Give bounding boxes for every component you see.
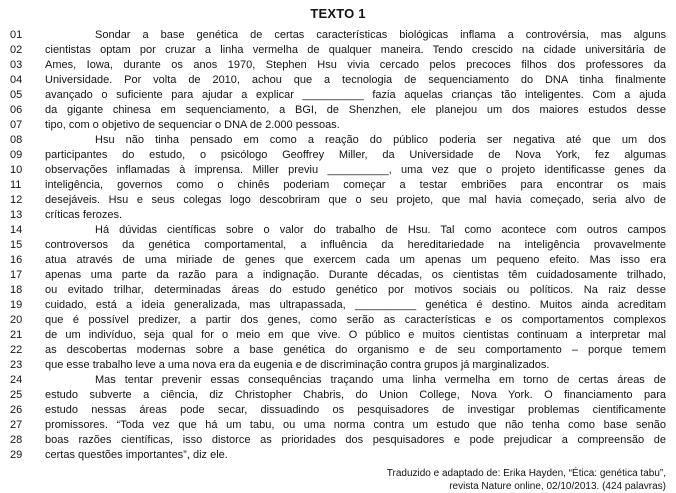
line-text: que esse trabalho leve a uma nova era da eugenia e de discriminação contra grupos já marginalizados. (45, 359, 550, 371)
line-number: 24 (10, 374, 23, 386)
line-text: que é possível predizer, a partir dos genes, como serão as características e os comportamentos complexos (45, 314, 666, 326)
line-number: 17 (10, 269, 23, 281)
line-text: cuidado, está a ideia generalizada, mas ultrapassada, __________ genética é destino. Muitos ainda acreditam (45, 299, 666, 311)
text-line (10, 283, 666, 298)
text-line (10, 43, 666, 58)
line-number: 22 (10, 344, 23, 356)
text-line (10, 268, 666, 283)
line-text: apenas uma parte da razão para a indignação. Durante décadas, os cientistas têm cuidadosamente trilhado, (45, 269, 666, 281)
line-number: 20 (10, 314, 23, 326)
line-number: 04 (10, 74, 23, 86)
text-line (10, 88, 666, 103)
line-number: 06 (10, 104, 23, 116)
text-line (10, 73, 666, 88)
line-number: 18 (10, 284, 23, 296)
citation-line-2: revista Nature online, 02/10/2013. (424 palavras) (449, 481, 666, 492)
line-text: boas razões científicas, isso distorce as prioridades dos pesquisadores e pode prejudicar a compreensão de (45, 434, 666, 446)
line-text: Mas tentar prevenir essas consequências traçando uma linha vermelha em torno de certas áreas de (95, 374, 666, 386)
text-body (10, 28, 666, 463)
line-number: 07 (10, 119, 23, 131)
line-text: atua através de uma miriade de genes que exercem cada um apenas um pequeno efeito. Mas isso era (45, 254, 666, 266)
text-line (10, 403, 666, 418)
line-number: 03 (10, 59, 23, 71)
line-number: 29 (10, 449, 23, 461)
text-line (10, 448, 666, 463)
line-text: as descobertas modernas sobre a base genética do organismo e de seu comportamento – porque temem (45, 344, 666, 356)
line-text: Hsu não tinha pensado em como a reação do público poderia ser negativa até que um dos (95, 134, 666, 146)
line-number: 15 (10, 239, 23, 251)
line-text: avançado o suficiente para ajudar a explicar __________ fazia aquelas crianças tão inteligentes. Com a ajuda (45, 89, 666, 101)
text-line (10, 148, 666, 163)
line-number: 01 (10, 29, 23, 41)
text-line (10, 343, 666, 358)
line-number: 10 (10, 164, 23, 176)
line-text: inteligência, governos como o chinês poderiam começar a testar embriões para encontrar os mais (45, 179, 666, 191)
line-number: 21 (10, 329, 23, 341)
line-text: Universidade. Por volta de 2010, achou que a tecnologia de sequenciamento do DNA tinha finalmente (45, 74, 666, 86)
text-line (10, 298, 666, 313)
line-number: 28 (10, 434, 23, 446)
text-line (10, 373, 666, 388)
line-text: Sondar a base genética de certas características biológicas inflama a controvérsia, mas alguns (95, 29, 666, 41)
text-line (10, 163, 666, 178)
text-line (10, 118, 666, 133)
text-line (10, 253, 666, 268)
line-text: Ames, Iowa, durante os anos 1970, Stephen Hsu vivia cercado pelos precoces filhos dos professores da (45, 59, 666, 71)
document-title: TEXTO 1 (310, 6, 366, 21)
line-text: críticas ferozes. (45, 209, 123, 221)
line-number: 19 (10, 299, 23, 311)
line-text: certas questões importantes”, diz ele. (45, 449, 228, 461)
line-number: 08 (10, 134, 23, 146)
line-text: Há dúvidas científicas sobre o valor do trabalho de Hsu. Tal como acontece com outros campos (95, 224, 666, 236)
text-line (10, 313, 666, 328)
line-text: estudo nessas áreas pode secar, dissuadindo os pesquisadores de investigar problemas cientificamente (45, 404, 666, 416)
line-text: da gigante chinesa em sequenciamento, a BGI, de Shenzhen, ele planejou um dos maiores estudos desse (45, 104, 666, 116)
line-number: 25 (10, 389, 23, 401)
text-line (10, 58, 666, 73)
line-number: 09 (10, 149, 23, 161)
text-line (10, 193, 666, 208)
line-number: 26 (10, 404, 23, 416)
text-line (10, 223, 666, 238)
line-text: promissores. “Toda vez que há um tabu, ou uma norma contra um estudo que não tenha como base senão (45, 419, 666, 431)
line-text: estudo subverte a ciência, diz Christopher Chabris, do Union College, Nova York. O financiamento para (45, 389, 666, 401)
line-text: de um indivíduo, seja qual for o meio em que vive. O público e muitos cientistas continuam a interpretar mal (45, 329, 666, 341)
text-line (10, 208, 666, 223)
line-text: cientistas optam por cruzar a linha vermelha de qualquer maneira. Tendo crescido na cidade universitária de (45, 44, 666, 56)
line-number: 13 (10, 209, 23, 221)
text-line (10, 28, 666, 43)
line-number: 02 (10, 44, 23, 56)
text-line (10, 388, 666, 403)
text-line (10, 433, 666, 448)
line-number: 05 (10, 89, 23, 101)
line-text: observações inflamadas à imprensa. Miller previu __________, uma vez que o projeto identificasse genes da (45, 164, 666, 176)
line-number: 12 (10, 194, 23, 206)
text-line (10, 103, 666, 118)
line-number: 27 (10, 419, 23, 431)
line-number: 23 (10, 359, 23, 371)
line-text: ou evitado trilhar, determinadas áreas do estudo genético por motivos sociais ou políticos. Na raiz desse (45, 284, 666, 296)
text-line (10, 238, 666, 253)
line-number: 16 (10, 254, 23, 266)
text-line (10, 178, 666, 193)
line-number: 14 (10, 224, 23, 236)
line-text: tipo, com o objetivo de sequenciar o DNA de 2.000 pessoas. (45, 119, 340, 131)
line-text: desejáveis. Hsu e seus colegas logo descobriram que o seu projeto, que mal havia começado, seria alvo de (45, 194, 666, 206)
line-text: controversos da genética comportamental, a influência da hereditariedade na inteligência provavelmente (45, 239, 666, 251)
line-text: participantes do estudo, o psicólogo Geoffrey Miller, da Universidade de Nova York, fez algumas (45, 149, 666, 161)
citation-line-1: Traduzido e adaptado de: Erika Hayden, “Ética: genética tabu”, (386, 468, 666, 479)
text-line (10, 133, 666, 148)
text-line (10, 328, 666, 343)
source-citation (10, 467, 666, 493)
text-line (10, 358, 666, 373)
line-number: 11 (10, 179, 22, 191)
text-line (10, 418, 666, 433)
